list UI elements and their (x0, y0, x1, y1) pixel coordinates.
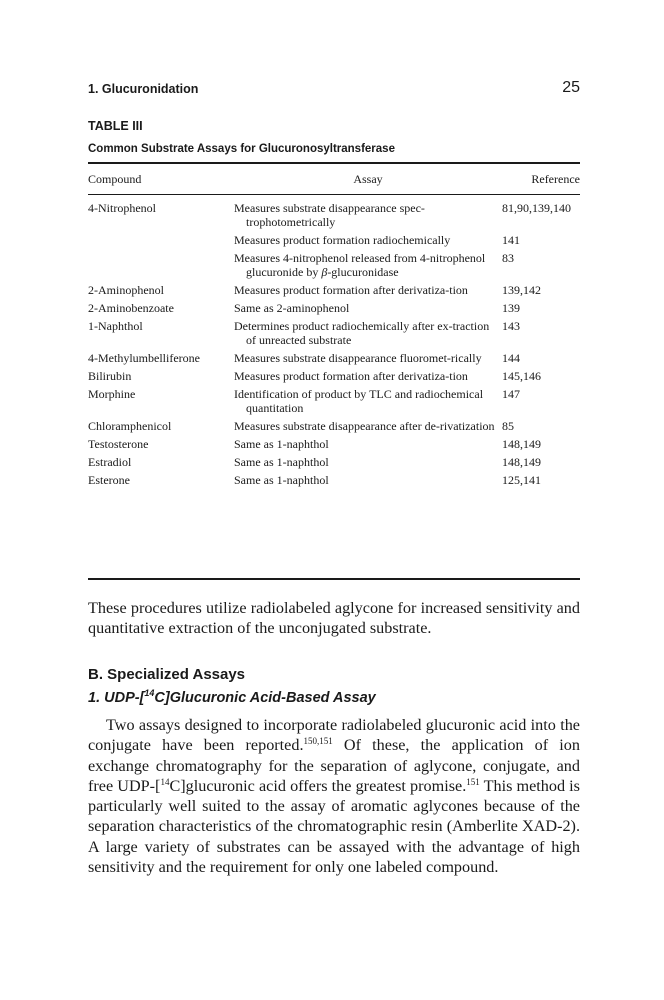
table-top-rule (88, 162, 580, 164)
compound-cell: 2-Aminobenzoate (88, 301, 174, 315)
assay-cell (234, 437, 502, 455)
table-row (88, 473, 580, 491)
reference-cell: 83 (502, 251, 514, 265)
body-paragraph-2 (88, 715, 580, 877)
reference-cell: 144 (502, 351, 520, 365)
table-row (88, 351, 580, 369)
assay-text: Measures substrate disappearance spec-trophotometrically (234, 201, 425, 229)
column-header-reference: Reference (531, 171, 580, 186)
table-row (88, 369, 580, 387)
reference-cell: 125,141 (502, 473, 541, 487)
reference-cell: 81,90,139,140 (502, 201, 571, 215)
reference-cell: 139 (502, 301, 520, 315)
assay-text: Measures product formation after derivatiza-tion (234, 369, 468, 383)
subsection-number: 1. (88, 690, 101, 706)
assay-cell (234, 387, 502, 419)
column-header-compound: Compound (88, 171, 142, 186)
assay-text: Measures substrate disappearance fluoromet-rically (234, 351, 482, 365)
assay-text: Same as 1-naphthol (234, 455, 329, 469)
paragraph-2-text: This method is particularly well suited to the assay of aromatic aglycones because of the separation characteristics of the chromatographic resin (Amberlite XAD-2). A large variety of substrates can be assayed with the advantage of high sensitivity and the requirement for only one labeled compound. (88, 776, 580, 877)
assay-text-tail: -glucuronidase (327, 265, 399, 279)
compound-cell: 4-Nitrophenol (88, 201, 156, 215)
assay-cell (234, 369, 502, 387)
subsection-title-suffix: C]Glucuronic Acid-Based Assay (154, 690, 376, 706)
compound-cell: Testosterone (88, 437, 149, 451)
compound-cell: Bilirubin (88, 369, 132, 383)
table-row (88, 387, 580, 419)
reference-cell: 145,146 (502, 369, 541, 383)
subsection-heading (88, 690, 376, 706)
assay-text: Same as 1-naphthol (234, 473, 329, 487)
assay-cell (234, 419, 502, 437)
table-label: TABLE III (88, 119, 143, 133)
running-head (88, 80, 580, 100)
running-head-title: 1. Glucuronidation (88, 82, 199, 96)
table-row (88, 319, 580, 351)
table-row (88, 455, 580, 473)
subsection-title (104, 690, 376, 706)
table-header-row (88, 166, 580, 194)
section-heading: B. Specialized Assays (88, 666, 246, 683)
table-caption: Common Substrate Assays for Glucuronosyltransferase (88, 143, 395, 155)
compound-cell: 2-Aminophenol (88, 283, 164, 297)
paragraph-2-text: Of these, the application of ion exchange chromatography for the separation of aglycone, conjugate, and free UDP-[ (88, 736, 580, 795)
isotope-superscript: 14 (144, 688, 155, 698)
body-paragraph-1: These procedures utilize radiolabeled aglycone for increased sensitivity and quantitative extraction of the unconjugated substrate. (88, 599, 580, 638)
isotope-superscript: 14 (160, 776, 170, 787)
assay-cell (234, 283, 502, 301)
assay-cell (234, 251, 502, 283)
table-row (88, 301, 580, 319)
assay-cell (234, 351, 502, 369)
compound-cell: Morphine (88, 387, 136, 401)
reference-cell: 85 (502, 419, 514, 433)
page-number: 25 (562, 79, 580, 96)
compound-cell: Chloramphenicol (88, 419, 172, 433)
compound-cell (88, 233, 234, 251)
assay-cell (234, 301, 502, 319)
beta-symbol: β (321, 265, 328, 279)
compound-cell: Estradiol (88, 455, 132, 469)
assay-text-main: Measures 4-nitrophenol released from 4-nitrophenol glucuronide by (234, 251, 486, 279)
table-row (88, 437, 580, 455)
table-bottom-rule (88, 578, 580, 580)
reference-cell: 139,142 (502, 283, 541, 297)
reference-cell: 148,149 (502, 455, 541, 469)
table-row (88, 283, 580, 301)
reference-cell: 148,149 (502, 437, 541, 451)
assay-text: Measures substrate disappearance after de-rivatization (234, 419, 495, 433)
assay-cell (234, 233, 502, 251)
table-row (88, 251, 580, 283)
column-header-assay: Assay (353, 171, 383, 186)
paragraph-2-text: C]glucuronic acid offers the greatest promise. (169, 776, 467, 795)
substrate-assays-table (88, 166, 580, 491)
compound-cell: Esterone (88, 473, 130, 487)
assay-cell (234, 319, 502, 351)
compound-cell: 1-Naphthol (88, 319, 143, 333)
compound-cell: 4-Methylumbelliferone (88, 351, 200, 365)
citation-superscript: 151 (466, 776, 480, 787)
compound-cell (88, 251, 234, 283)
assay-cell (234, 194, 502, 233)
assay-text: Same as 1-naphthol (234, 437, 329, 451)
citation-superscript: 150,151 (303, 736, 333, 747)
table-row (88, 233, 580, 251)
assay-cell (234, 455, 502, 473)
assay-text (234, 251, 502, 279)
reference-cell: 147 (502, 387, 520, 401)
assay-cell (234, 473, 502, 491)
subsection-title-prefix: UDP-[ (104, 690, 145, 706)
reference-cell: 141 (502, 233, 520, 247)
assay-text: Measures product formation radiochemically (234, 233, 451, 247)
assay-text: Measures product formation after derivatiza-tion (234, 283, 468, 297)
reference-cell: 143 (502, 319, 520, 333)
paragraph-2-text: Two assays designed to incorporate radiolabeled glucuronic acid into the conjugate have been reported. (88, 716, 580, 755)
table-row (88, 419, 580, 437)
assay-text: Identification of product by TLC and radiochemical quantitation (234, 387, 484, 415)
assay-text: Determines product radiochemically after ex-traction of unreacted substrate (234, 319, 490, 347)
assay-text: Same as 2-aminophenol (234, 301, 350, 315)
table-row (88, 194, 580, 233)
